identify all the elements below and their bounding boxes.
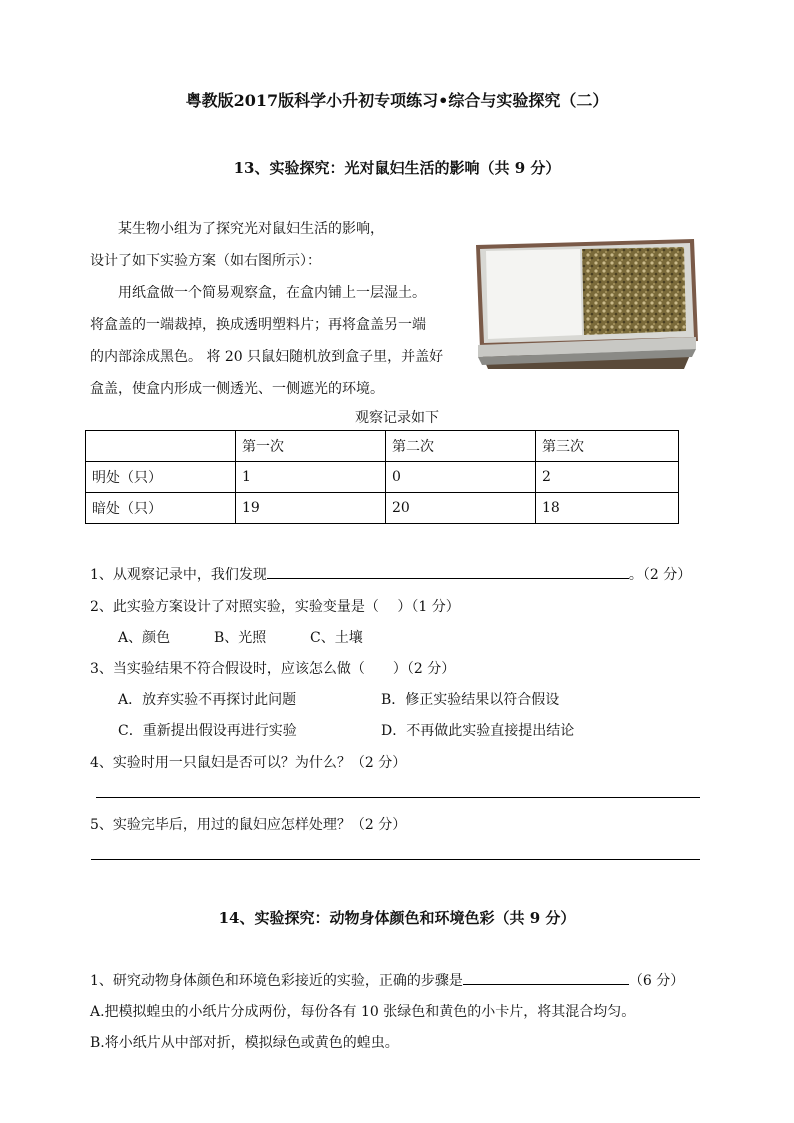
table-cell: 18	[536, 493, 679, 524]
table-cell: 2	[536, 462, 679, 493]
question-1	[90, 564, 691, 584]
intro-line-3: 用纸盒做一个简易观察盒，在盒内铺上一层湿土。	[118, 285, 426, 301]
section-14-question-1-suffix: （6 分）	[628, 973, 685, 989]
section-14-question-1-answer-blank[interactable]	[463, 984, 629, 985]
table-cell: 1	[236, 462, 386, 493]
question-3-option-a[interactable]: A．放弃实验不再探讨此问题	[118, 692, 297, 708]
table-header-cell: 第三次	[536, 431, 679, 462]
table-cell: 明处（只）	[86, 462, 236, 493]
table-row	[86, 462, 679, 493]
question-5-answer-line[interactable]	[91, 859, 700, 860]
observation-box-photo	[474, 237, 700, 369]
question-3-option-c[interactable]: C．重新提出假设再进行实验	[118, 723, 297, 739]
question-1-answer-blank[interactable]	[267, 578, 629, 579]
section-13-heading: 13、实验探究：光对鼠妇生活的影响（共 9 分）	[233, 159, 561, 177]
intro-line-1: 某生物小组为了探究光对鼠妇生活的影响，	[118, 221, 384, 237]
table-header-cell: 第二次	[386, 431, 536, 462]
document-title: 粤教版2017版科学小升初专项练习•综合与实验探究（二）	[185, 91, 609, 110]
table-cell: 暗处（只）	[86, 493, 236, 524]
question-2-option-b[interactable]: B、光照	[214, 630, 267, 646]
step-b: B.将小纸片从中部对折，模拟绿色或黄色的蝗虫。	[90, 1035, 399, 1051]
section-14-question-1	[90, 970, 684, 990]
table-cell: 20	[386, 493, 536, 524]
question-4-answer-line[interactable]	[96, 797, 700, 798]
intro-line-4: 将盒盖的一端裁掉，换成透明塑料片；再将盒盖另一端	[90, 317, 426, 333]
question-4: 4、实验时用一只鼠妇是否可以？为什么？（2 分）	[90, 755, 407, 771]
question-1-suffix: 。（2 分）	[628, 567, 692, 583]
intro-line-5: 的内部涂成黑色。 将 20 只鼠妇随机放到盒子里，并盖好	[90, 349, 444, 365]
intro-line-2: 设计了如下实验方案（如右图所示）：	[90, 253, 321, 269]
question-1-prefix: 1、从观察记录中，我们发现	[90, 567, 267, 583]
table-header-row	[86, 431, 679, 462]
intro-line-6: 盒盖，使盒内形成一侧透光、一侧遮光的环境。	[90, 381, 384, 397]
table-caption: 观察记录如下	[355, 410, 439, 426]
question-2-option-c[interactable]: C、土壤	[310, 630, 363, 646]
table-row	[86, 493, 679, 524]
question-3: 3、当实验结果不符合假设时，应该怎么做（ ）（2 分）	[90, 661, 456, 677]
question-2-option-a[interactable]: A、颜色	[118, 630, 171, 646]
step-a: A.把模拟蝗虫的小纸片分成两份，每份各有 10 张绿色和黄色的小卡片，将其混合均匀。	[90, 1004, 636, 1020]
table-cell: 19	[236, 493, 386, 524]
question-5: 5、实验完毕后，用过的鼠妇应怎样处理？（2 分）	[90, 817, 407, 833]
question-2: 2、此实验方案设计了对照实验，实验变量是（ ）（1 分）	[90, 599, 460, 615]
table-header-cell: 第一次	[236, 431, 386, 462]
section-14-heading: 14、实验探究：动物身体颜色和环境色彩（共 9 分）	[218, 909, 576, 927]
section-14-question-1-prefix: 1、研究动物身体颜色和环境色彩接近的实验，正确的步骤是	[90, 973, 463, 989]
table-cell: 0	[386, 462, 536, 493]
question-3-option-d[interactable]: D．不再做此实验直接提出结论	[381, 723, 575, 739]
table-header-cell	[86, 431, 236, 462]
observation-table	[85, 430, 679, 524]
question-3-option-b[interactable]: B．修正实验结果以符合假设	[381, 692, 560, 708]
